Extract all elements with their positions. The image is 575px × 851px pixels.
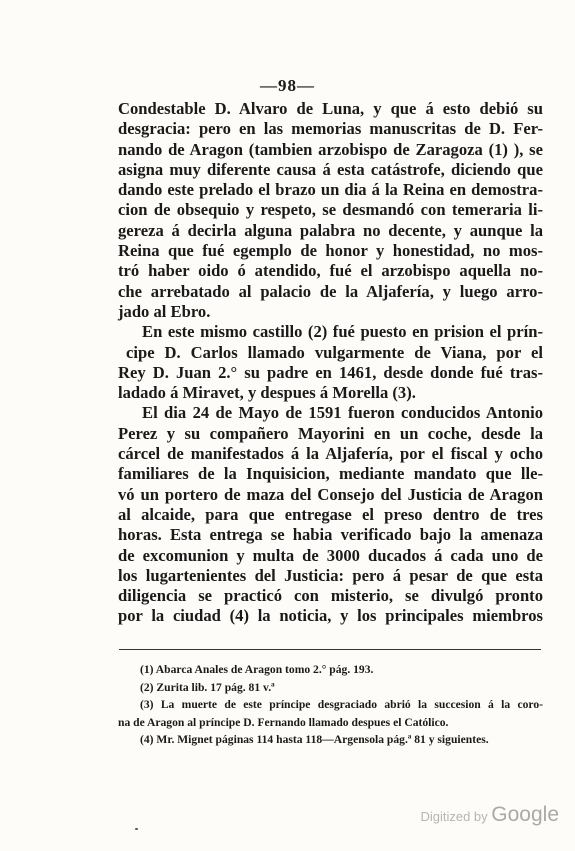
page-number: —98— [260,76,315,95]
text-line: Perez y su compañero Mayorini en un coche, desde la [118,423,543,443]
text-line: por la ciudad (4) la noticia, y los principales miembros [118,606,543,626]
text-line: horas. Esta entrega se habia verificado bajo la amenaza [118,525,543,545]
text-line: asigna muy diferente causa á esta catástrofe, diciendo que [118,159,543,179]
text-line: Rey D. Juan 2.° su padre en 1461, desde donde fué tras- [118,362,543,382]
footnote-divider [119,649,541,650]
text-line: al alcaide, para que entregase el preso dentro de tres [118,504,543,524]
text-line: vó un portero de maza del Consejo del Justicia de Aragon [118,484,543,504]
text-line: desgracia: pero en las memorias manuscritas de D. Fer- [118,119,543,139]
footnote: (3) La muerte de este príncipe desgraciado abrió la succesion á la coro- [140,698,543,711]
text-line: En este mismo castillo (2) fué puesto en prision el prín- [142,322,543,342]
text-line: cion de obsequio y respeto, se desmandó con temeraria li- [118,200,543,220]
text-line: familiares de la Inquisicion, mediante mandato que lle- [118,464,543,484]
footnotes [118,661,543,749]
text-line: che arrebatado al palacio de la Aljafería, y luego arro- [118,281,543,301]
footnote: (1) Abarca Anales de Aragon tomo 2.° pág. 193. [140,663,374,676]
footnote: (2) Zurita lib. 17 pág. 81 v.ª [140,680,275,694]
text-line: Condestable D. Alvaro de Luna, y que á esto debió su [118,99,543,118]
text-line: de excomunion y multa de 3000 ducados á cada uno de [118,545,543,565]
text-line: jado al Ebro. [118,301,211,321]
text-line: ladado á Miravet, y despues á Morella (3). [118,383,416,403]
text-line: tró haber oido ó atendido, fué el arzobispo aquella no- [118,261,543,281]
text-line: diligencia se practicó con misterio, se divulgó pronto [118,586,543,606]
text-line: Reina que fué egemplo de honor y honestidad, no mos- [118,241,543,261]
google-logo: Google [491,803,559,826]
text-line: dando este prelado el brazo un dia á la Reina en demostra- [118,180,543,200]
ink-speck [135,828,138,830]
body-text [118,99,543,627]
watermark-prefix: Digitized by [420,809,488,824]
text-line: cárcel de manifestados á la Aljafería, por el fiscal y ocho [118,444,543,464]
footnote: na de Aragon al príncipe D. Fernando llamado despues el Católico. [118,715,449,729]
footnote: (4) Mr. Mignet páginas 114 hasta 118—Argensola pág.ª 81 y siguientes. [140,733,489,746]
text-line: gereza á decirla alguna palabra no decente, y aunque la [118,220,543,240]
text-line: los lugartenientes del Justicia: pero á pesar de que esta [118,565,543,585]
digitized-watermark [420,803,559,827]
text-line: cipe D. Carlos llamado vulgarmente de Viana, por el [126,342,543,362]
text-line: nando de Aragon (tambien arzobispo de Zaragoza (1) ), se [118,139,543,159]
text-line: El dia 24 de Mayo de 1591 fueron conducidos Antonio [142,403,543,423]
